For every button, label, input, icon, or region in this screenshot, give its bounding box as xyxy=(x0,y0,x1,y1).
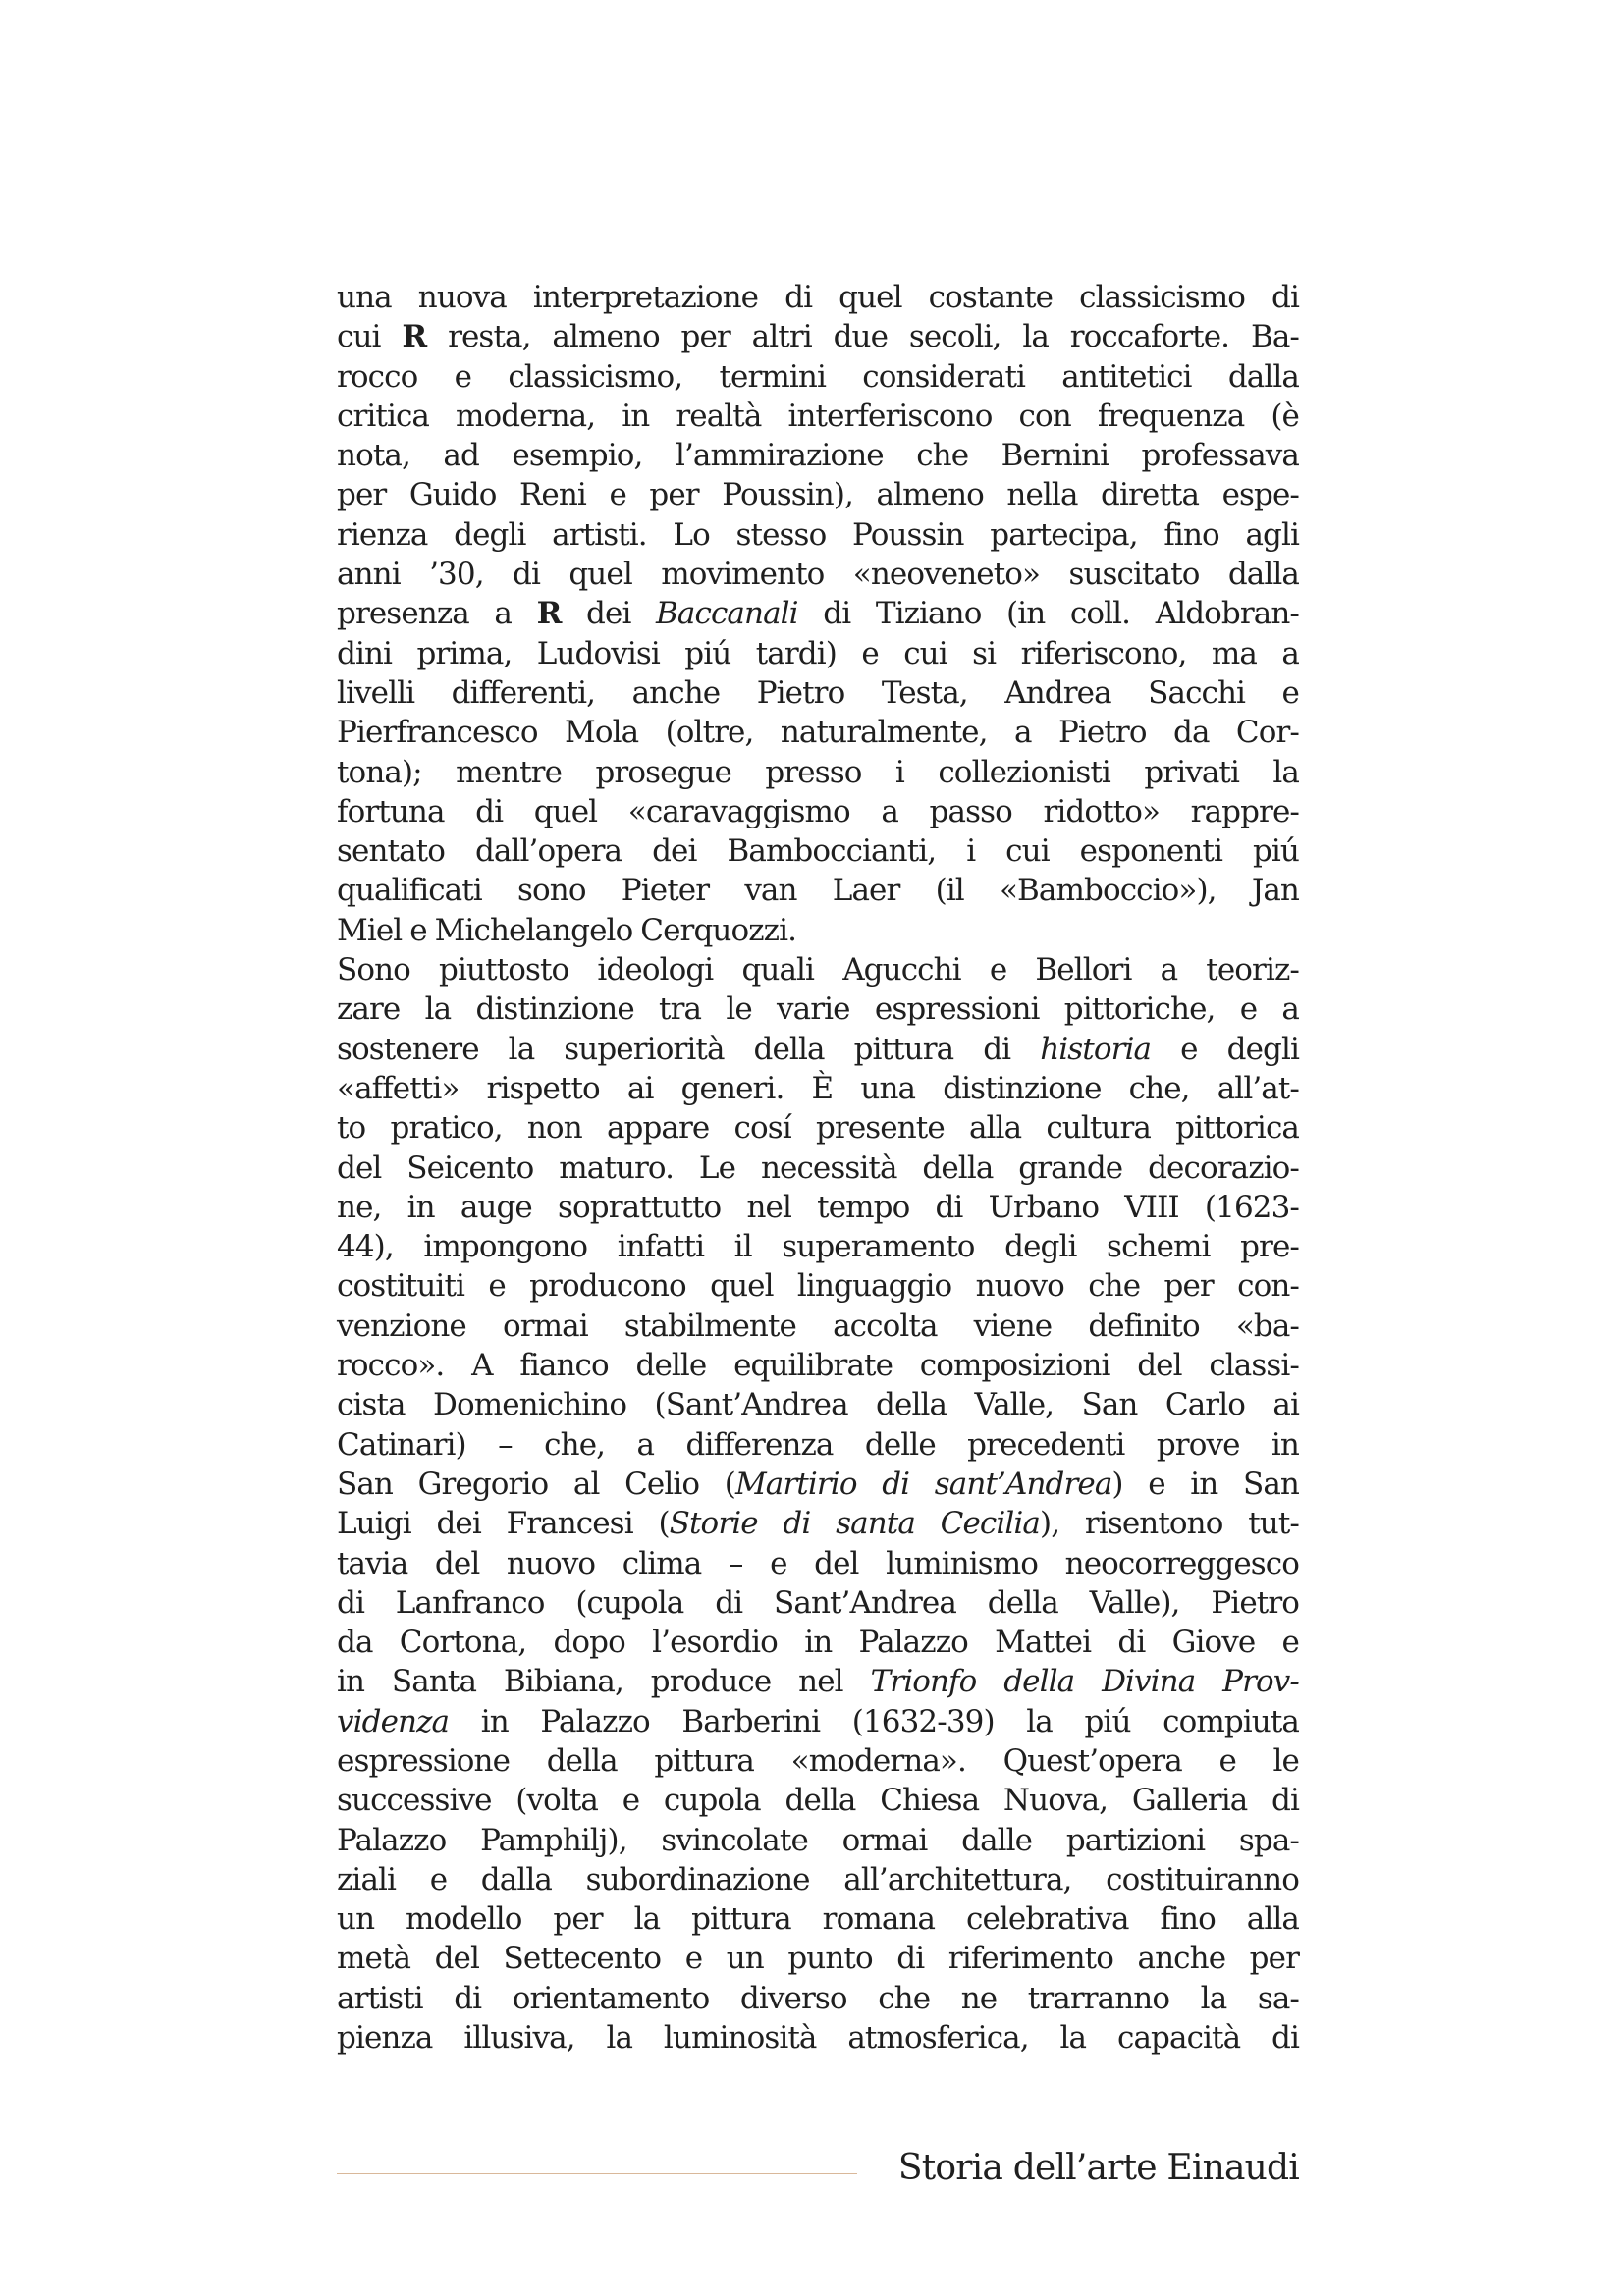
italic-text: videnza xyxy=(337,1703,450,1739)
footer-rule xyxy=(337,2173,857,2174)
text-segment: rocco». A fianco delle equilibrate composizioni del classi- xyxy=(337,1348,1299,1384)
text-line xyxy=(337,1227,1299,1266)
text-segment: Catinari) – che, a differenza delle precedenti prove in xyxy=(337,1426,1299,1463)
text-segment: di Lanfranco (cupola di Sant’Andrea della Valle), Pietro xyxy=(337,1584,1299,1621)
text-line xyxy=(337,1266,1299,1306)
text-line xyxy=(337,1425,1299,1465)
text-line xyxy=(337,1781,1299,1820)
text-segment: pienza illusiva, la luminosità atmosferica, la capacità di xyxy=(337,2020,1299,2056)
text-segment: rocco e classicismo, termini considerati antitetici dalla xyxy=(337,358,1299,395)
text-line xyxy=(337,1069,1299,1108)
text-segment: to pratico, non appare cosí presente alla cultura pittorica xyxy=(337,1110,1299,1147)
text-line xyxy=(337,753,1299,792)
text-line xyxy=(337,1860,1299,1899)
text-segment: tona); mentre prosegue presso i collezionisti privati la xyxy=(337,754,1299,790)
italic-text: Baccanali xyxy=(656,596,798,632)
text-line xyxy=(337,515,1299,555)
text-segment: un modello per la pittura romana celebrativa fino alla xyxy=(337,1901,1299,1938)
text-segment: cista Domenichino (Sant’Andrea della Valle, San Carlo ai xyxy=(337,1387,1299,1423)
text-line xyxy=(337,989,1299,1029)
text-segment: anni ’30, di quel movimento «neoveneto» suscitato dalla xyxy=(337,557,1299,593)
text-segment: San Gregorio al Celio ( xyxy=(337,1466,735,1502)
text-segment: tavia del nuovo clima – e del luminismo neocorreggesco xyxy=(337,1545,1299,1581)
text-line xyxy=(337,1465,1299,1504)
body-text xyxy=(337,278,1299,2057)
text-segment: venzione ormai stabilmente accolta viene definito «ba- xyxy=(337,1308,1299,1344)
text-segment: del Seicento maturo. Le necessità della grande decorazio- xyxy=(337,1149,1299,1186)
text-segment: in Palazzo Barberini (1632-39) la piú compiuta xyxy=(449,1703,1299,1739)
text-line xyxy=(337,357,1299,397)
text-line xyxy=(337,1346,1299,1385)
text-line xyxy=(337,673,1299,713)
text-line xyxy=(337,436,1299,475)
text-line xyxy=(337,950,1299,989)
text-segment: successive (volta e cupola della Chiesa Nuova, Galleria di xyxy=(337,1783,1299,1819)
text-line xyxy=(337,911,1299,950)
text-segment: ne, in auge soprattutto nel tempo di Urbano VIII (1623- xyxy=(337,1189,1299,1225)
text-line xyxy=(337,1108,1299,1148)
text-segment: ziali e dalla subordinazione all’architettura, costituiranno xyxy=(337,1861,1299,1897)
text-line xyxy=(337,475,1299,514)
text-segment: e degli xyxy=(1151,1031,1299,1067)
text-segment: da Cortona, dopo l’esordio in Palazzo Mattei di Giove e xyxy=(337,1625,1299,1661)
text-segment: dei xyxy=(561,596,657,632)
text-line xyxy=(337,1030,1299,1069)
text-line xyxy=(337,792,1299,831)
text-segment: resta, almeno per altri due secoli, la roccaforte. Ba- xyxy=(426,319,1299,355)
text-segment: di Tiziano (in coll. Aldobran- xyxy=(797,596,1299,632)
bold-text: R xyxy=(402,319,427,355)
text-line xyxy=(337,1623,1299,1662)
text-line xyxy=(337,555,1299,594)
text-segment: ), risentono tut- xyxy=(1040,1506,1299,1542)
text-line xyxy=(337,317,1299,356)
text-segment: 44), impongono infatti il superamento degli schemi pre- xyxy=(337,1229,1299,1265)
text-segment: zare la distinzione tra le varie espressioni pittoriche, e a xyxy=(337,991,1299,1028)
italic-text: historia xyxy=(1040,1031,1152,1067)
text-segment: Sono piuttosto ideologi quali Agucchi e Bellori a teoriz- xyxy=(337,952,1299,988)
text-segment: una nuova interpretazione di quel costante classicismo di xyxy=(337,280,1299,315)
text-segment: sostenere la superiorità della pittura di xyxy=(337,1031,1041,1067)
footer-title: Storia dell’arte Einaudi xyxy=(897,2148,1299,2188)
text-segment: rienza degli artisti. Lo stesso Poussin partecipa, fino agli xyxy=(337,516,1299,553)
text-segment: metà del Settecento e un punto di riferimento anche per xyxy=(337,1941,1299,1977)
text-segment: costituiti e producono quel linguaggio nuovo che per con- xyxy=(337,1268,1299,1305)
text-segment: espressione della pittura «moderna». Quest’opera e le xyxy=(337,1742,1299,1779)
text-line xyxy=(337,1188,1299,1227)
text-line xyxy=(337,1741,1299,1781)
text-line xyxy=(337,397,1299,436)
text-segment: per Guido Reni e per Poussin), almeno nella diretta espe- xyxy=(337,477,1299,513)
text-line xyxy=(337,1662,1299,1701)
text-line xyxy=(337,634,1299,673)
text-line xyxy=(337,1702,1299,1741)
text-segment: presenza a xyxy=(337,596,537,632)
text-line xyxy=(337,1939,1299,1978)
text-segment: Pierfrancesco Mola (oltre, naturalmente, a Pietro da Cor- xyxy=(337,715,1299,751)
text-segment: critica moderna, in realtà interferiscono con frequenza (è xyxy=(337,398,1299,434)
text-line xyxy=(337,2018,1299,2057)
text-line xyxy=(337,1148,1299,1188)
text-line xyxy=(337,871,1299,910)
text-line xyxy=(337,831,1299,871)
text-segment: sentato dall’opera dei Bamboccianti, i cui esponenti piú xyxy=(337,833,1299,870)
text-line xyxy=(337,1385,1299,1424)
text-line xyxy=(337,1307,1299,1346)
text-line xyxy=(337,278,1299,317)
text-segment: Palazzo Pamphilj), svincolate ormai dalle partizioni spa- xyxy=(337,1822,1299,1858)
text-segment: «affetti» rispetto ai generi. È una distinzione che, all’at- xyxy=(337,1070,1299,1106)
italic-text: Trionfo della Divina Prov- xyxy=(870,1664,1299,1700)
text-segment: dini prima, Ludovisi piú tardi) e cui si riferiscono, ma a xyxy=(337,635,1299,671)
text-line xyxy=(337,1544,1299,1583)
text-line xyxy=(337,1821,1299,1860)
italic-text: Storie di santa Cecilia xyxy=(669,1506,1041,1542)
text-segment: cui xyxy=(337,319,403,355)
text-segment: in Santa Bibiana, produce nel xyxy=(337,1664,871,1700)
text-line xyxy=(337,1583,1299,1623)
text-line xyxy=(337,1504,1299,1543)
text-line xyxy=(337,594,1299,633)
text-segment: livelli differenti, anche Pietro Testa, Andrea Sacchi e xyxy=(337,674,1299,711)
bold-text: R xyxy=(536,596,562,632)
italic-text: Martirio di sant’Andrea xyxy=(734,1466,1112,1502)
text-segment: ) e in San xyxy=(1111,1466,1299,1502)
text-segment: fortuna di quel «caravaggismo a passo ridotto» rappre- xyxy=(337,793,1299,829)
text-segment: Miel e Michelangelo Cerquozzi. xyxy=(337,912,797,948)
text-segment: nota, ad esempio, l’ammirazione che Bernini professava xyxy=(337,438,1299,474)
text-segment: qualificati sono Pieter van Laer (il «Bamboccio»), Jan xyxy=(337,873,1299,909)
text-line xyxy=(337,713,1299,752)
text-line xyxy=(337,1979,1299,2018)
text-segment: Luigi dei Francesi ( xyxy=(337,1506,670,1542)
text-line xyxy=(337,1899,1299,1939)
text-segment: artisti di orientamento diverso che ne trarranno la sa- xyxy=(337,1980,1299,2016)
